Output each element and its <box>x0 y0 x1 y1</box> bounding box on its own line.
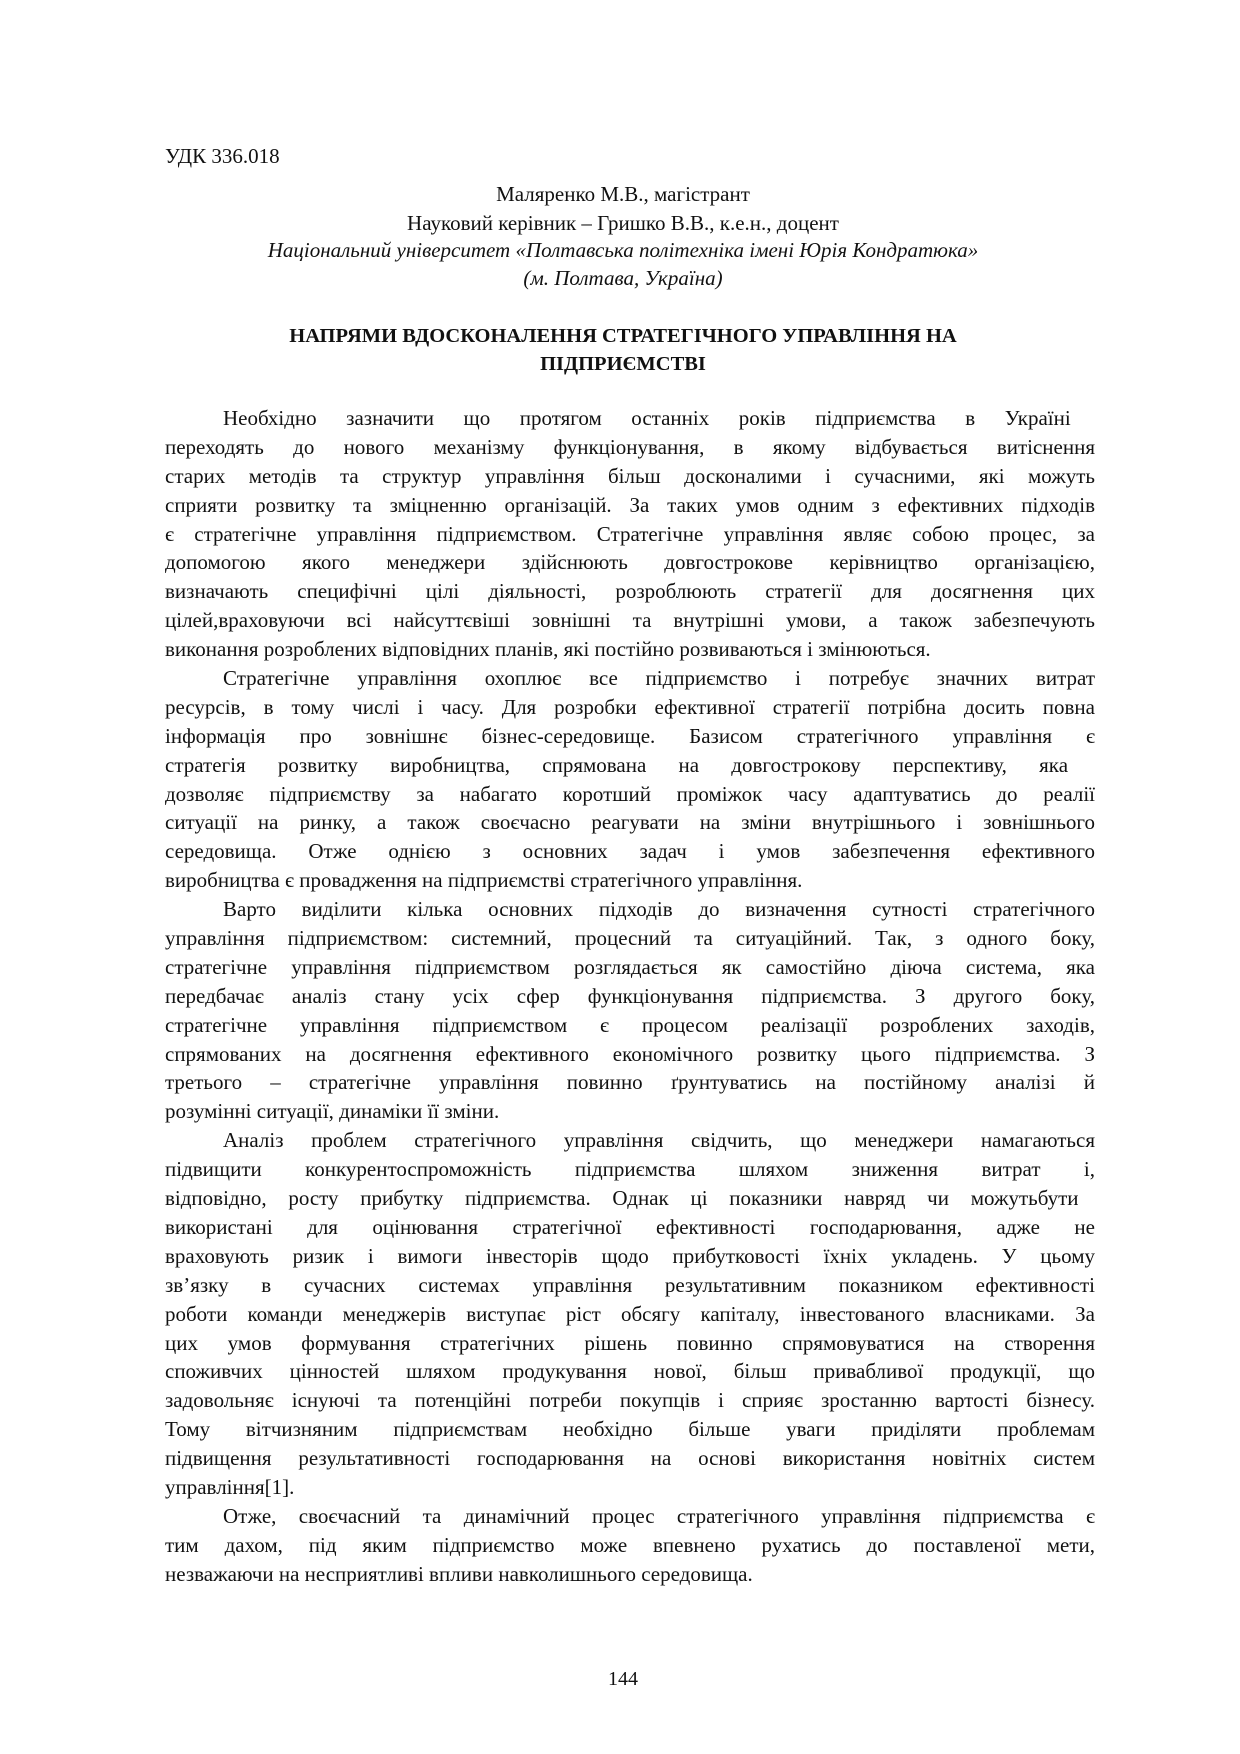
text-line: переходять до нового механізму функціонування, в якому відбувається витіснення <box>165 434 1095 459</box>
title-line-1: НАПРЯМИ ВДОСКОНАЛЕННЯ СТРАТЕГІЧНОГО УПРАВЛІННЯ НА <box>289 325 957 347</box>
text-line: враховують ризик і вимоги інвесторів щодо прибутковості їхніх укладень. У цьому <box>165 1243 1095 1268</box>
text-line: передбачає аналіз стану усіх сфер функціонування підприємства. З другого боку, <box>165 983 1095 1008</box>
text-line: інформація про зовнішнє бізнес-середовище. Базисом стратегічного управління є <box>165 723 1095 748</box>
text-line: Отже, своєчасний та динамічний процес стратегічного управління підприємства є <box>223 1503 1095 1528</box>
text-line: допомогою якого менеджери здійснюють довгострокове керівництво організацією, <box>165 550 1095 575</box>
text-line: стратегічне управління підприємством є процесом реалізації розроблених заходів, <box>165 1012 1095 1037</box>
text-line: зв’язку в сучасних системах управління результативним показником ефективності <box>165 1272 1095 1297</box>
text-line: управління підприємством: системний, процесний та ситуаційний. Так, з одного боку, <box>165 926 1095 951</box>
text-line: дозволяє підприємству за набагато коротший проміжок часу адаптуватись до реалії <box>165 781 1095 806</box>
paragraph <box>165 895 1095 1126</box>
text-line: Аналіз проблем стратегічного управління свідчить, що менеджери намагаються <box>223 1128 1095 1153</box>
text-line: Варто виділити кілька основних підходів до визначення сутності стратегічного <box>223 897 1095 922</box>
text-line: роботи команди менеджерів виступає ріст обсягу капіталу, інвестованого власниками. За <box>165 1301 1095 1326</box>
text-line: розумінні ситуації, динаміки її зміни. <box>165 1099 500 1124</box>
text-line: споживчих цінностей шляхом продукування нової, більш привабливої продукції, що <box>165 1359 1095 1384</box>
text-line: стратегія розвитку виробництва, спрямована на довгострокову перспективу, яка <box>165 752 1069 777</box>
location: (м. Полтава, Україна) <box>523 266 723 290</box>
text-line: тим дахом, під яким підприємство може впевнено рухатись до поставленої мети, <box>165 1532 1095 1557</box>
text-line: незважаючи на несприятливі впливи навколишнього середовища. <box>165 1561 753 1586</box>
article-body <box>165 404 1095 1589</box>
text-line: підвищити конкурентоспроможність підприємства шляхом зниження витрат і, <box>165 1157 1095 1182</box>
article-title <box>0 322 1240 378</box>
text-line: виробництва є провадження на підприємстві стратегічного управління. <box>165 868 803 893</box>
text-line: підвищення результативності господарювання на основі використання новітніх систем <box>165 1446 1095 1471</box>
author: Маляренко М.В., магістрант <box>496 182 750 206</box>
paragraph <box>165 1126 1095 1502</box>
supervisor: Науковий керівник – Гришко В.В., к.е.н., доцент <box>407 211 839 235</box>
text-line: третього – стратегічне управління повинно ґрунтуватись на постійному аналізі й <box>165 1070 1095 1095</box>
text-line: ресурсів, в тому числі і часу. Для розробки ефективної стратегії потрібна досить повна <box>165 694 1095 719</box>
text-line: старих методів та структур управління більш досконалими і сучасними, які можуть <box>165 463 1095 488</box>
text-line: задовольняє існуючі та потенційні потреби покупців і сприяє зростанню вартості бізнесу. <box>165 1388 1095 1413</box>
text-line: ситуації на ринку, а також своєчасно реагувати на зміни внутрішнього і зовнішнього <box>165 810 1095 835</box>
paragraph <box>165 404 1095 664</box>
text-line: цих умов формування стратегічних рішень повинно спрямовуватися на створення <box>165 1330 1095 1355</box>
text-line: середовища. Отже однією з основних задач і умов забезпечення ефективного <box>165 839 1095 864</box>
paragraph <box>165 664 1095 895</box>
paragraph <box>165 1502 1095 1589</box>
text-line: цілей,враховуючи всі найсуттєвіші зовнішні та внутрішні умови, а також забезпечують <box>165 608 1095 633</box>
text-line: визначають специфічні цілі діяльності, розроблюють стратегії для досягнення цих <box>165 579 1095 604</box>
text-line: виконання розроблених відповідних планів, які постійно розвиваються і змінюються. <box>165 637 931 662</box>
institution: Національний університет «Полтавська політехніка імені Юрія Кондратюка» <box>267 238 979 262</box>
udk-code: УДК 336.018 <box>165 144 280 168</box>
text-line: є стратегічне управління підприємством. Стратегічне управління являє собою процес, за <box>165 521 1095 546</box>
text-line: використані для оцінювання стратегічної ефективності господарювання, адже не <box>165 1214 1095 1239</box>
text-line: Необхідно зазначити що протягом останніх років підприємства в Україні <box>223 406 1071 430</box>
title-line-2: ПІДПРИЄМСТВІ <box>540 353 706 375</box>
text-line: відповідно, росту прибутку підприємства. Однак ці показники навряд чи можутьбути <box>165 1186 1079 1211</box>
text-line: Тому вітчизняним підприємствам необхідно більше уваги приділяти проблемам <box>165 1417 1095 1442</box>
text-line: сприяти розвитку та зміцненню організацій. За таких умов одним з ефективних підходів <box>165 492 1095 517</box>
page-number: 144 <box>608 1668 638 1690</box>
text-line: спрямованих на досягнення ефективного економічного розвитку цього підприємства. З <box>165 1041 1095 1066</box>
text-line: управління[1]. <box>165 1474 295 1499</box>
text-line: Стратегічне управління охоплює все підприємство і потребує значних витрат <box>223 666 1095 691</box>
text-line: стратегічне управління підприємством розглядається як самостійно діюча система, яка <box>165 954 1095 979</box>
